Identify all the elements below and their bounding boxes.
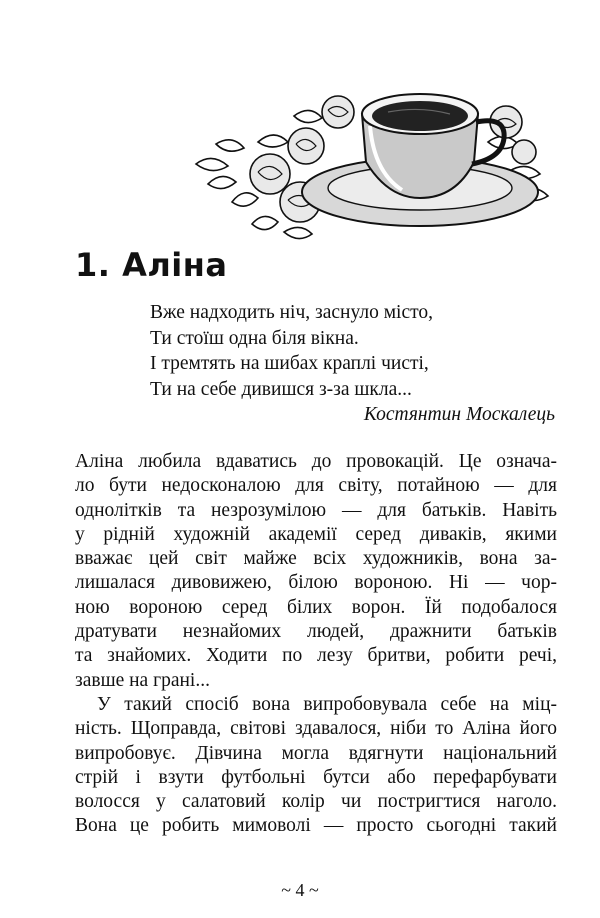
- text-line: Вона це робить мимоволі — просто сьогодні такий: [75, 815, 557, 837]
- flower: [322, 96, 354, 128]
- text-line: лишалася дивовижею, білою вороною. Ні — чор-: [75, 572, 557, 594]
- flower: [250, 154, 290, 194]
- teacup-illustration: [188, 82, 560, 250]
- paragraph: [75, 450, 557, 693]
- paragraph: [75, 693, 557, 839]
- flower: [288, 128, 324, 164]
- text-line: вважає цей світ майже всіх художників, вона за-: [75, 548, 557, 570]
- leaf: [258, 135, 288, 147]
- flower: [512, 140, 536, 164]
- page-number: ~ 4 ~: [281, 880, 319, 900]
- leaf: [216, 140, 244, 151]
- text-line: ло бути недосконалою для світу, потайною — для: [75, 475, 557, 497]
- tea: [372, 101, 468, 131]
- body-text: [75, 450, 557, 839]
- epigraph-line: Ти на себе дивишся з-за шкла...: [150, 378, 412, 400]
- text-line: волосся у салатовий колір чи постригтися наголо.: [75, 791, 557, 813]
- text-line: стрій і взути футбольні бутси або перефарбувати: [75, 766, 557, 788]
- text-line: завше на грані...: [75, 669, 210, 691]
- text-line: ність. Щоправда, світові здавалося, ніби то Аліна його: [75, 718, 557, 740]
- leaf: [252, 216, 278, 229]
- text-line: У такий спосіб вона випробовувала себе на міц-: [97, 693, 557, 715]
- leaf: [232, 193, 258, 206]
- text-line: випробовує. Дівчина могла вдягнути національний: [75, 742, 557, 764]
- leaf: [196, 158, 228, 170]
- leaf: [284, 227, 312, 238]
- text-line: у рідній художній академії серед диваків, якими: [75, 523, 557, 545]
- text-line: ною вороною серед білих ворон. Їй подобалося: [75, 596, 557, 618]
- text-line: дратувати незнайомих людей, дражнити батьків: [75, 621, 557, 643]
- epigraph-line: Ти стоїш одна біля вікна.: [150, 327, 359, 349]
- leaf: [208, 176, 236, 188]
- epigraph: [150, 300, 555, 428]
- text-line: Аліна любила вдаватись до провокацій. Це означа-: [75, 451, 557, 472]
- epigraph-line: І тремтять на шибах краплі чисті,: [150, 353, 429, 374]
- text-line: однолітків та незрозумілою — для батьків. Навіть: [75, 499, 557, 521]
- text-line: та знайомих. Ходити по лезу бритви, робити речі,: [75, 645, 557, 667]
- leaf: [294, 110, 322, 122]
- epigraph-line: Вже надходить ніч, заснуло місто,: [150, 302, 434, 323]
- chapter-title: 1. Аліна: [75, 246, 228, 284]
- epigraph-author: Костянтин Москалець: [363, 404, 555, 425]
